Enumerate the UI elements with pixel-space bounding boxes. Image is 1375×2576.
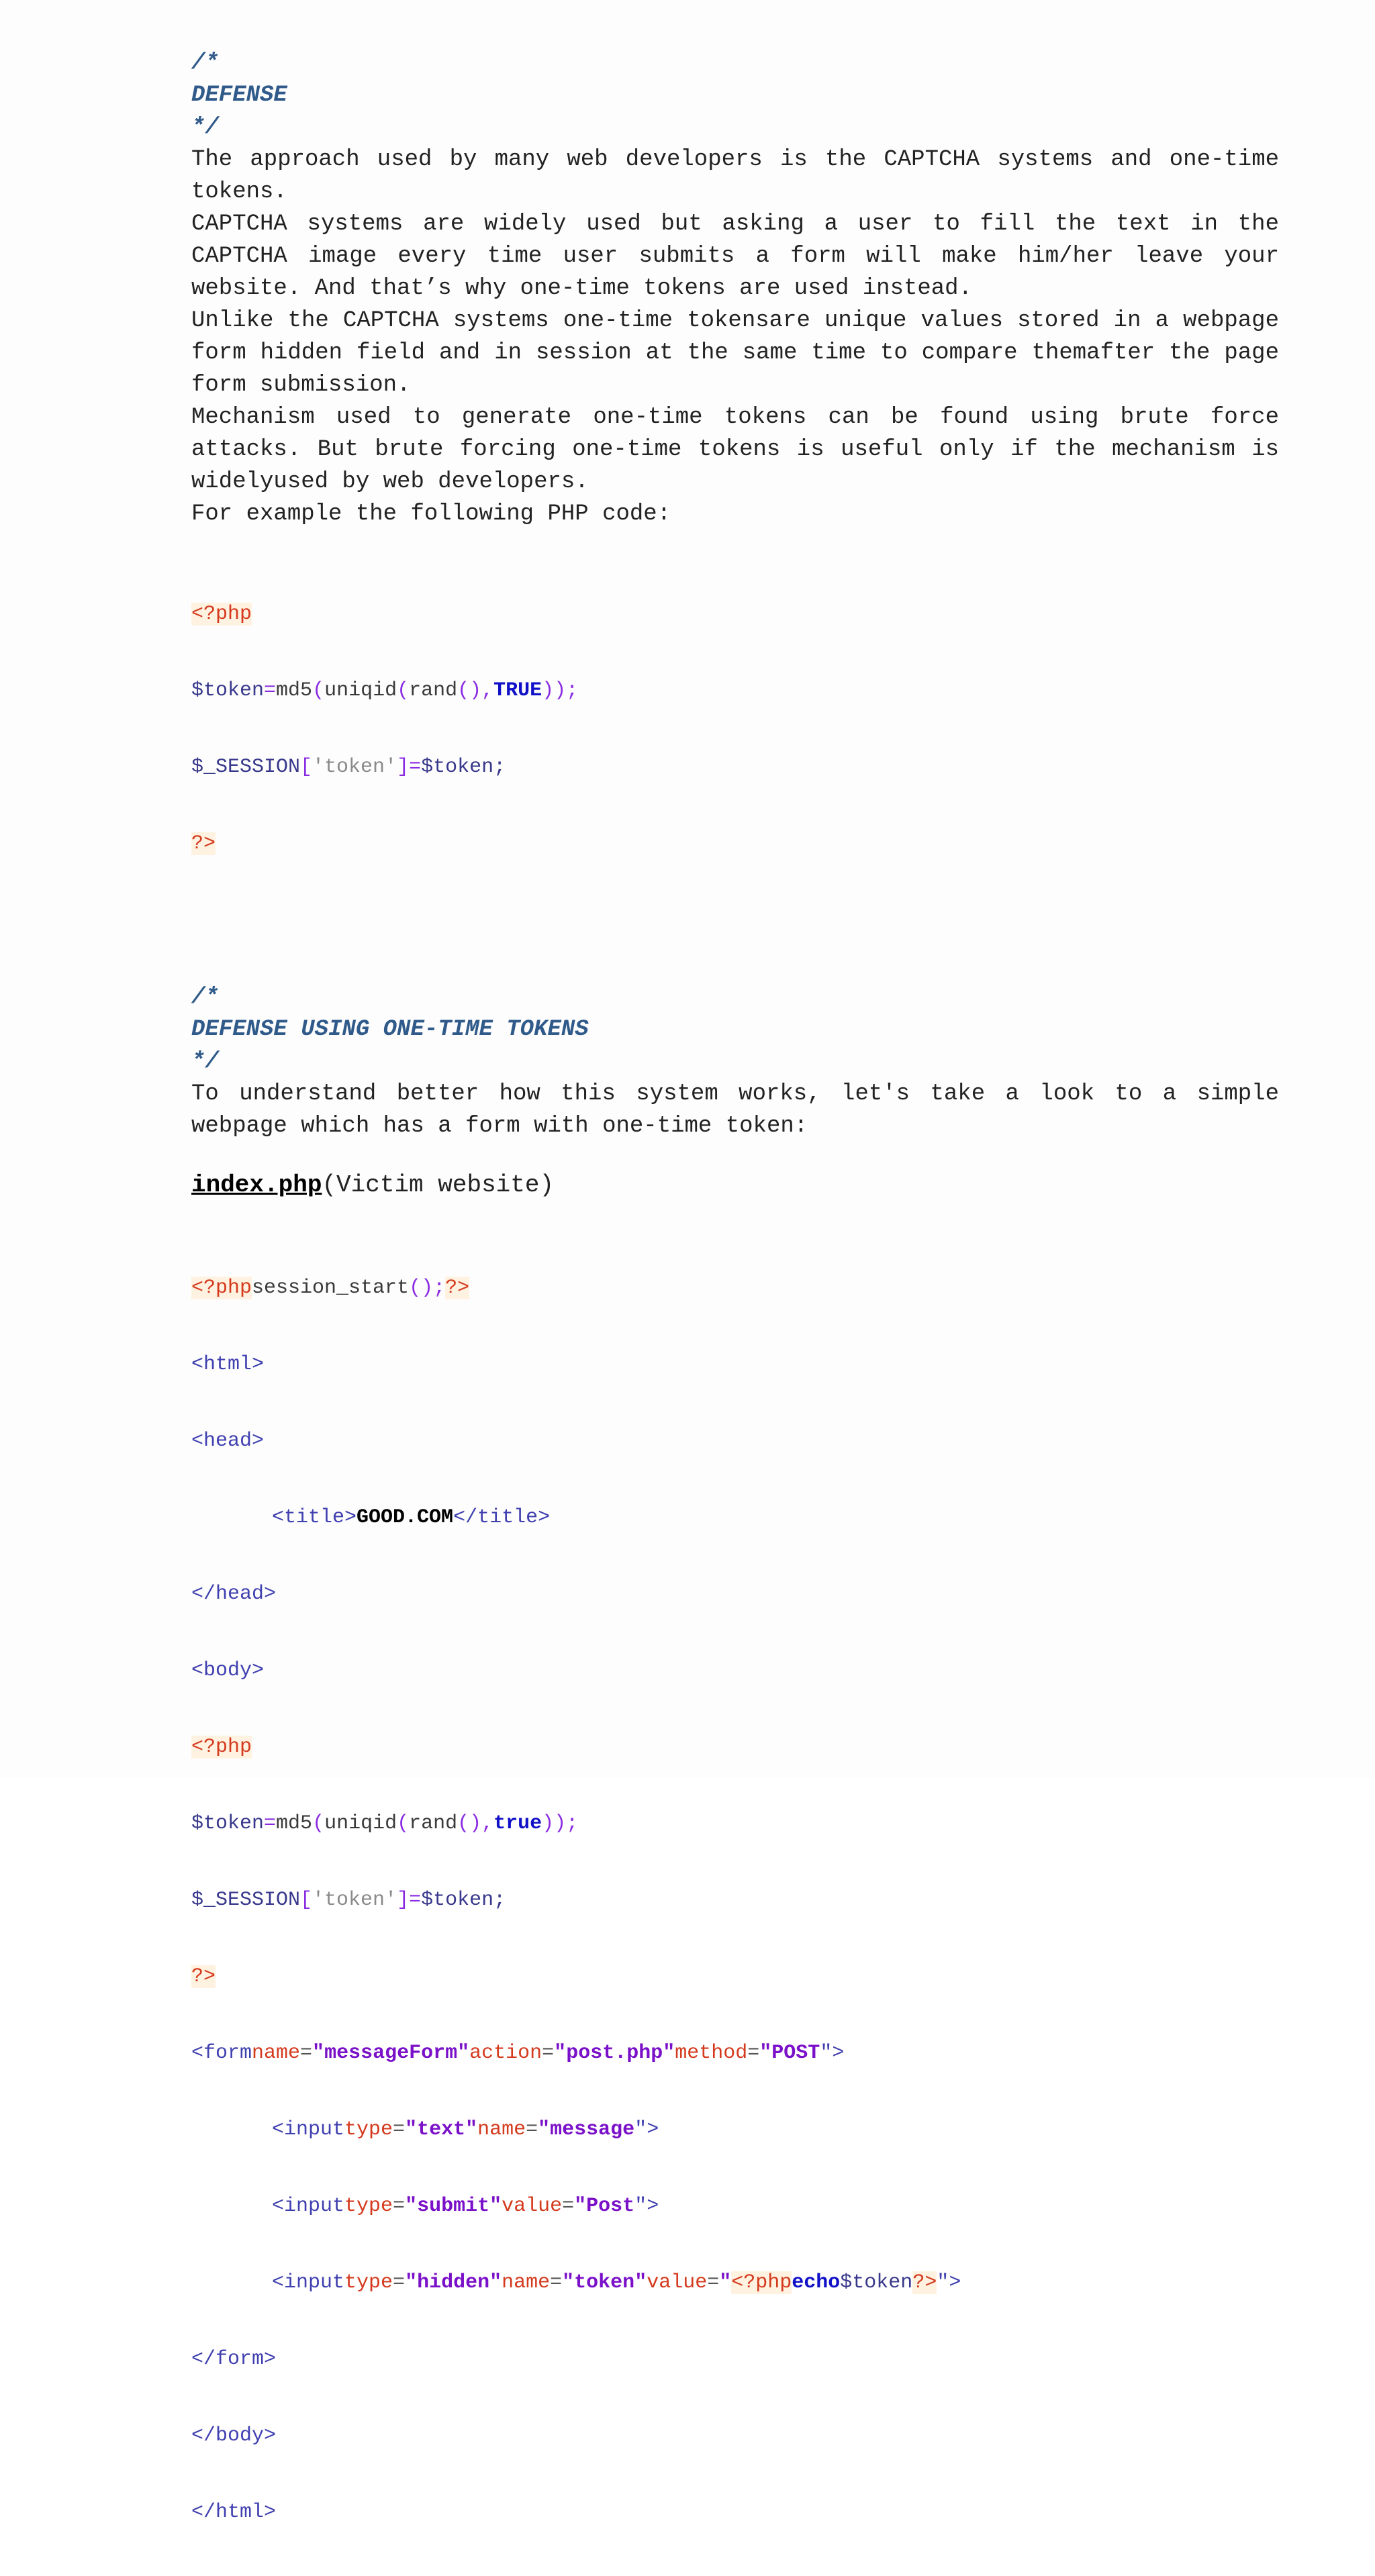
comment-open: /* [191, 985, 219, 1010]
code-token: hidden [417, 2271, 490, 2294]
code-token: <?php [191, 1736, 252, 1758]
code-line [191, 1352, 1279, 1377]
code-token: uniqid [324, 1812, 397, 1835]
code-token: = [393, 2271, 406, 2294]
file-heading [191, 1169, 1279, 1201]
code-token: true [493, 1812, 542, 1835]
code-line [191, 1581, 1279, 1607]
code-token: md5 [276, 1812, 313, 1835]
code-token: <body> [191, 1659, 265, 1682]
code-token: md5 [276, 679, 313, 702]
code-token: POST [771, 2042, 820, 2065]
code-token: </head> [191, 1583, 277, 1605]
code-line [191, 2423, 1279, 2448]
comment-close: */ [191, 115, 219, 140]
paragraph: The approach used by many web developers is the CAPTCHA systems and one-time tokens. [191, 147, 1279, 205]
code-token: (); [409, 1277, 446, 1299]
comment-close: */ [191, 1049, 219, 1075]
section-title: DEFENSE [191, 83, 287, 108]
section-defense-tokens [191, 981, 1279, 2576]
code-token: ( [397, 679, 410, 702]
code-token: "> [820, 2042, 845, 2065]
code-token: " [489, 2195, 502, 2218]
code-token: " [489, 2271, 502, 2294]
code-token: " [405, 2118, 418, 2141]
code-token: " [574, 2195, 587, 2218]
code-token: )); [542, 1812, 579, 1835]
paragraph: CAPTCHA systems are widely used but asking a user to fill the text in the CAPTCHA image every time user submits a form will make him/her leave your website. And that’s why one-time tokens are used instead. [191, 211, 1279, 301]
code-line [191, 1734, 1279, 1760]
code-token: = [526, 2118, 538, 2141]
code-token: " [312, 2042, 325, 2065]
section-body [191, 1078, 1279, 1142]
code-token: </title> [453, 1506, 551, 1529]
code-token: = [707, 2271, 720, 2294]
code-token: " [554, 2042, 567, 2065]
code-token: " [405, 2271, 418, 2294]
code-line [191, 1887, 1279, 1913]
code-token: <title> [272, 1506, 357, 1529]
code-token: </form> [191, 2348, 277, 2371]
code-token: ( [312, 679, 325, 702]
code-line [191, 754, 1279, 780]
code-token: )); [542, 679, 579, 702]
code-token: ( [312, 1812, 325, 1835]
code-token: Post [586, 2195, 635, 2218]
code-token: ]= [397, 756, 422, 779]
code-line [191, 1505, 1279, 1530]
code-token: name [502, 2271, 551, 2294]
code-token: = [393, 2195, 406, 2218]
code-token: = [300, 2042, 313, 2065]
code-token: value [502, 2195, 563, 2218]
code-line [191, 2499, 1279, 2525]
code-token: [ [300, 756, 313, 779]
paragraph: For example the following PHP code: [191, 501, 671, 527]
code-token: $token [840, 2271, 913, 2294]
code-token: $_SESSION [191, 756, 301, 779]
code-token: "> [634, 2118, 659, 2141]
code-token: <input [272, 2195, 345, 2218]
code-block-index [191, 1224, 1279, 2576]
code-line [191, 831, 1279, 856]
code-token: = [562, 2195, 575, 2218]
code-token: = [747, 2042, 760, 2065]
code-token: rand [409, 679, 458, 702]
code-token: token [574, 2271, 635, 2294]
php-close-tag: ?> [191, 832, 216, 855]
code-token: $token [191, 1812, 265, 1835]
code-token: "> [937, 2271, 961, 2294]
code-token: method [675, 2042, 748, 2065]
code-token: 'token' [312, 1889, 397, 1912]
paragraph: Mechanism used to generate one-time tokens can be found using brute force attacks. But brute forcing one-time tokens is useful only if the mechanism is widelyused by web developers. [191, 405, 1279, 495]
code-token: name [477, 2118, 526, 2141]
code-token: 'token' [312, 756, 397, 779]
section-body [191, 144, 1279, 530]
code-line [191, 1811, 1279, 1836]
code-token: ?> [445, 1277, 470, 1299]
code-line [191, 1275, 1279, 1301]
code-token: " [457, 2042, 470, 2065]
code-line [191, 2193, 1279, 2219]
code-token: type [344, 2195, 393, 2218]
code-token: = [264, 679, 277, 702]
code-token: = [264, 1812, 277, 1835]
section-defense [191, 47, 1279, 907]
code-token: " [405, 2195, 418, 2218]
code-token: </html> [191, 2501, 277, 2524]
section-title: DEFENSE USING ONE-TIME TOKENS [191, 1017, 589, 1042]
code-line [191, 2040, 1279, 2066]
code-line [191, 1658, 1279, 1683]
code-token: message [550, 2118, 635, 2141]
code-token: " [538, 2118, 551, 2141]
code-token: " [562, 2271, 575, 2294]
code-token: value [647, 2271, 708, 2294]
code-token: name [252, 2042, 301, 2065]
paragraph: Unlike the CAPTCHA systems one-time tokensare unique values stored in a webpage form hidden field and in session at the same time to compare themafter the page form submission. [191, 308, 1279, 398]
code-token: </body> [191, 2424, 277, 2447]
code-line [191, 678, 1279, 703]
code-line [191, 601, 1279, 627]
code-token: action [469, 2042, 542, 2065]
code-token: $token [191, 679, 265, 702]
code-token: (), [457, 1812, 494, 1835]
code-token: " [719, 2271, 732, 2294]
code-token: $token [421, 756, 494, 779]
code-token: = [393, 2118, 406, 2141]
code-token: <form [191, 2042, 252, 2065]
file-description: (Victim website) [322, 1171, 555, 1199]
code-token: [ [300, 1889, 313, 1912]
code-line [191, 2270, 1279, 2295]
code-token: submit [417, 2195, 490, 2218]
paragraph: To understand better how this system works, let's take a look to a simple webpage which has a form with one-time token: [191, 1081, 1279, 1139]
code-token: messageForm [324, 2042, 458, 2065]
code-token: uniqid [324, 679, 397, 702]
code-token: ?> [191, 1965, 216, 1988]
code-token: ?> [912, 2271, 937, 2294]
code-token: $token [421, 1889, 494, 1912]
php-open-tag: <?php [191, 603, 252, 626]
code-token: "> [634, 2195, 659, 2218]
code-token: ( [397, 1812, 410, 1835]
code-token: session_start [252, 1277, 410, 1299]
code-token: rand [409, 1812, 458, 1835]
file-name: index.php [191, 1171, 322, 1199]
code-token: ; [493, 756, 506, 779]
code-token: TRUE [493, 679, 542, 702]
code-token: $_SESSION [191, 1889, 301, 1912]
code-line [191, 1428, 1279, 1454]
code-token: = [550, 2271, 563, 2294]
code-token: <input [272, 2271, 345, 2294]
code-token: " [465, 2118, 478, 2141]
code-token: = [542, 2042, 555, 2065]
code-token: " [663, 2042, 675, 2065]
code-line [191, 2346, 1279, 2372]
document-content [191, 47, 1279, 2576]
code-token: <?php [191, 1277, 252, 1299]
code-line [191, 1964, 1279, 1989]
code-token: " [759, 2042, 772, 2065]
code-token: (), [457, 679, 494, 702]
code-token: <?php [731, 2271, 792, 2294]
code-token: ; [493, 1889, 506, 1912]
code-token: post.php [566, 2042, 663, 2065]
code-token: echo [792, 2271, 841, 2294]
comment-open: /* [191, 50, 219, 76]
code-block-token [191, 550, 1279, 907]
code-token: <html> [191, 1353, 265, 1376]
code-token: " [634, 2271, 647, 2294]
code-token: type [344, 2271, 393, 2294]
code-token: ]= [397, 1889, 422, 1912]
code-token: type [344, 2118, 393, 2141]
code-line [191, 2117, 1279, 2142]
code-token: text [417, 2118, 466, 2141]
code-token: <head> [191, 1430, 265, 1452]
code-token: <input [272, 2118, 345, 2141]
code-token: GOOD.COM [357, 1506, 454, 1529]
